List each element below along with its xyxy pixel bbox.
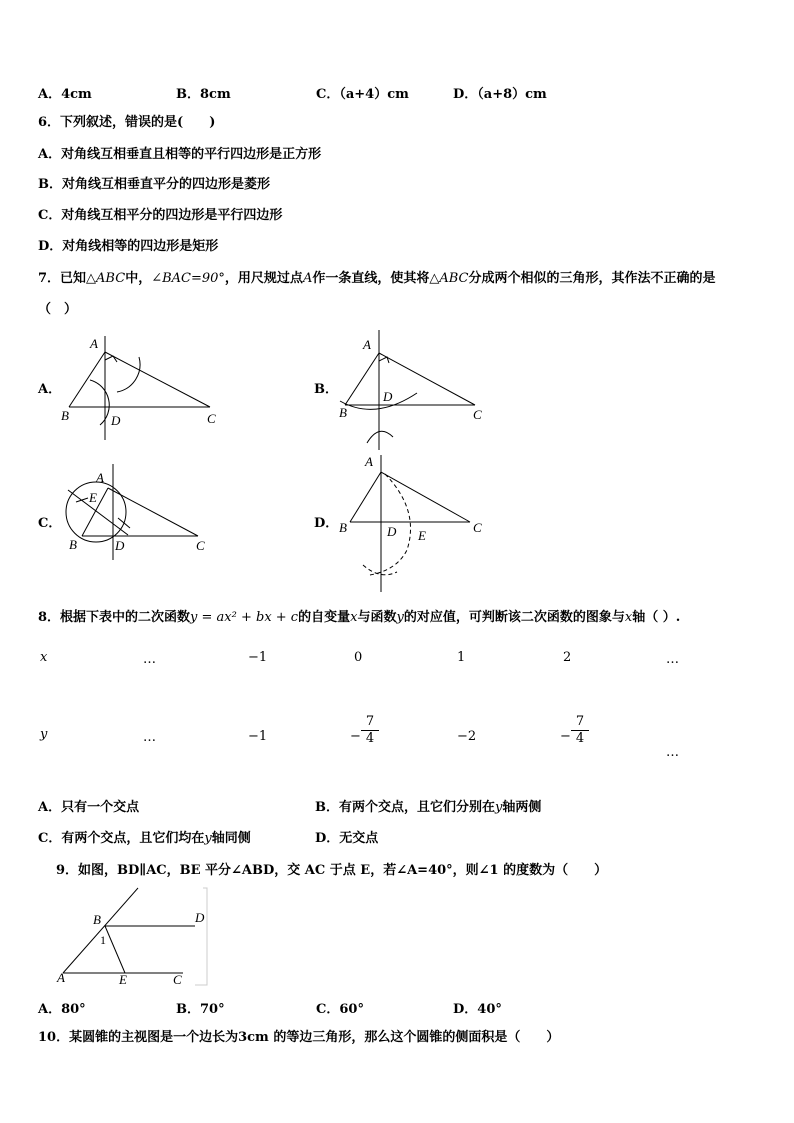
q8-y-cell: −1 <box>248 729 268 744</box>
q7d-label-e: E <box>418 528 426 543</box>
q7a-label-b: B <box>61 408 69 423</box>
q9-figure <box>55 888 210 988</box>
q7-label-d: D． <box>314 516 339 531</box>
q7b-label-a: A <box>363 337 371 352</box>
q7c-label-b: B <box>69 537 77 552</box>
q8-y-fraction: $\frac{7}{4}$ <box>571 714 589 747</box>
q8-x-cell: −1 <box>248 650 268 665</box>
q8-y-header: y <box>40 727 48 742</box>
q8-stem: 8．根据下表中的二次函数y = ax² + bx + c的自变量x与函数y的对应值，可判断该二次函数的图象与x轴（ ）. <box>38 610 681 625</box>
q7b-label-d: D <box>383 389 393 404</box>
q6-stem: 6．下列叙述，错误的是( ) <box>38 115 216 130</box>
q8-y-minus: − <box>560 729 571 744</box>
q5-option-b: B．8cm <box>176 87 231 102</box>
q8-x-header: x <box>40 650 48 665</box>
q8-y-fraction: $\frac{7}{4}$ <box>361 714 379 747</box>
q8-x-cell: 0 <box>354 650 363 665</box>
q8-option-b: B．有两个交点，且它们分别在y轴两侧 <box>315 800 542 815</box>
q8-y-cell: −2 <box>457 729 477 744</box>
q7d-label-d: D <box>387 524 397 539</box>
q7d-label-c: C <box>473 520 482 535</box>
q7-figure-c <box>58 460 218 560</box>
q9-label-a: A <box>57 970 65 985</box>
q8-y-cell: … <box>666 745 679 760</box>
q10-stem: 10．某圆锥的主视图是一个边长为3cm 的等边三角形，那么这个圆锥的侧面积是（ ） <box>38 1030 560 1045</box>
q7a-label-c: C <box>207 411 216 426</box>
q8-option-c: C．有两个交点，且它们均在y轴同侧 <box>38 831 251 846</box>
q7c-label-d: D <box>115 538 125 553</box>
q7-figure-d <box>335 450 495 595</box>
q7a-label-a: A <box>90 336 98 351</box>
q7c-label-e: E <box>89 490 97 505</box>
q7-stem-paren: （ ） <box>38 302 78 317</box>
q8-x-cell: 2 <box>563 650 572 665</box>
q9-label-e: E <box>119 972 127 987</box>
q5-option-d: D．（a+8）cm <box>453 87 547 102</box>
q9-option-b: B．70° <box>176 1002 225 1017</box>
q8-x-cell: … <box>143 652 156 667</box>
q7a-label-d: D <box>111 413 121 428</box>
q7b-label-c: C <box>473 407 482 422</box>
q7c-label-a: A <box>96 470 104 485</box>
q8-x-cell: 1 <box>457 650 466 665</box>
q6-option-d: D．对角线相等的四边形是矩形 <box>38 239 219 254</box>
q5-option-a: A．4cm <box>38 87 92 102</box>
q7-stem: 7．已知△ABC中，∠BAC=90°，用尺规过点A作一条直线，使其将△ABC分成两个相似的三角形，其作法不正确的是 <box>38 271 716 286</box>
q6-option-c: C．对角线互相平分的四边形是平行四边形 <box>38 208 283 223</box>
q7d-label-b: B <box>339 520 347 535</box>
q8-y-cell: … <box>143 730 156 745</box>
q9-option-d: D．40° <box>453 1002 502 1017</box>
q9-option-a: A．80° <box>38 1002 86 1017</box>
q9-label-c: C <box>173 972 182 987</box>
q7-label-a: A． <box>38 382 62 397</box>
q9-label-1: 1 <box>100 933 106 947</box>
q7-figure-b <box>335 325 495 450</box>
q8-option-a: A．只有一个交点 <box>38 800 140 815</box>
q9-label-b: B <box>93 912 101 927</box>
q6-option-b: B．对角线互相垂直平分的四边形是菱形 <box>38 177 270 192</box>
q7-label-c: C． <box>38 516 62 531</box>
q7-figure-a <box>55 330 225 440</box>
q8-y-minus: − <box>350 729 361 744</box>
q7-label-b: B． <box>314 382 338 397</box>
q7d-label-a: A <box>365 454 373 469</box>
q8-x-cell: … <box>666 652 679 667</box>
q9-label-d: D <box>195 910 205 925</box>
q9-option-c: C．60° <box>316 1002 364 1017</box>
q5-option-c: C．（a+4）cm <box>316 87 409 102</box>
q6-option-a: A．对角线互相垂直且相等的平行四边形是正方形 <box>38 147 322 162</box>
q8-option-d: D．无交点 <box>315 831 379 846</box>
q7b-label-b: B <box>339 405 347 420</box>
q9-stem: 9．如图，BD∥AC，BE 平分∠ABD，交 AC 于点 E，若∠A=40°，则∠1 的度数为（ ） <box>56 863 608 878</box>
q7c-label-c: C <box>196 538 205 553</box>
